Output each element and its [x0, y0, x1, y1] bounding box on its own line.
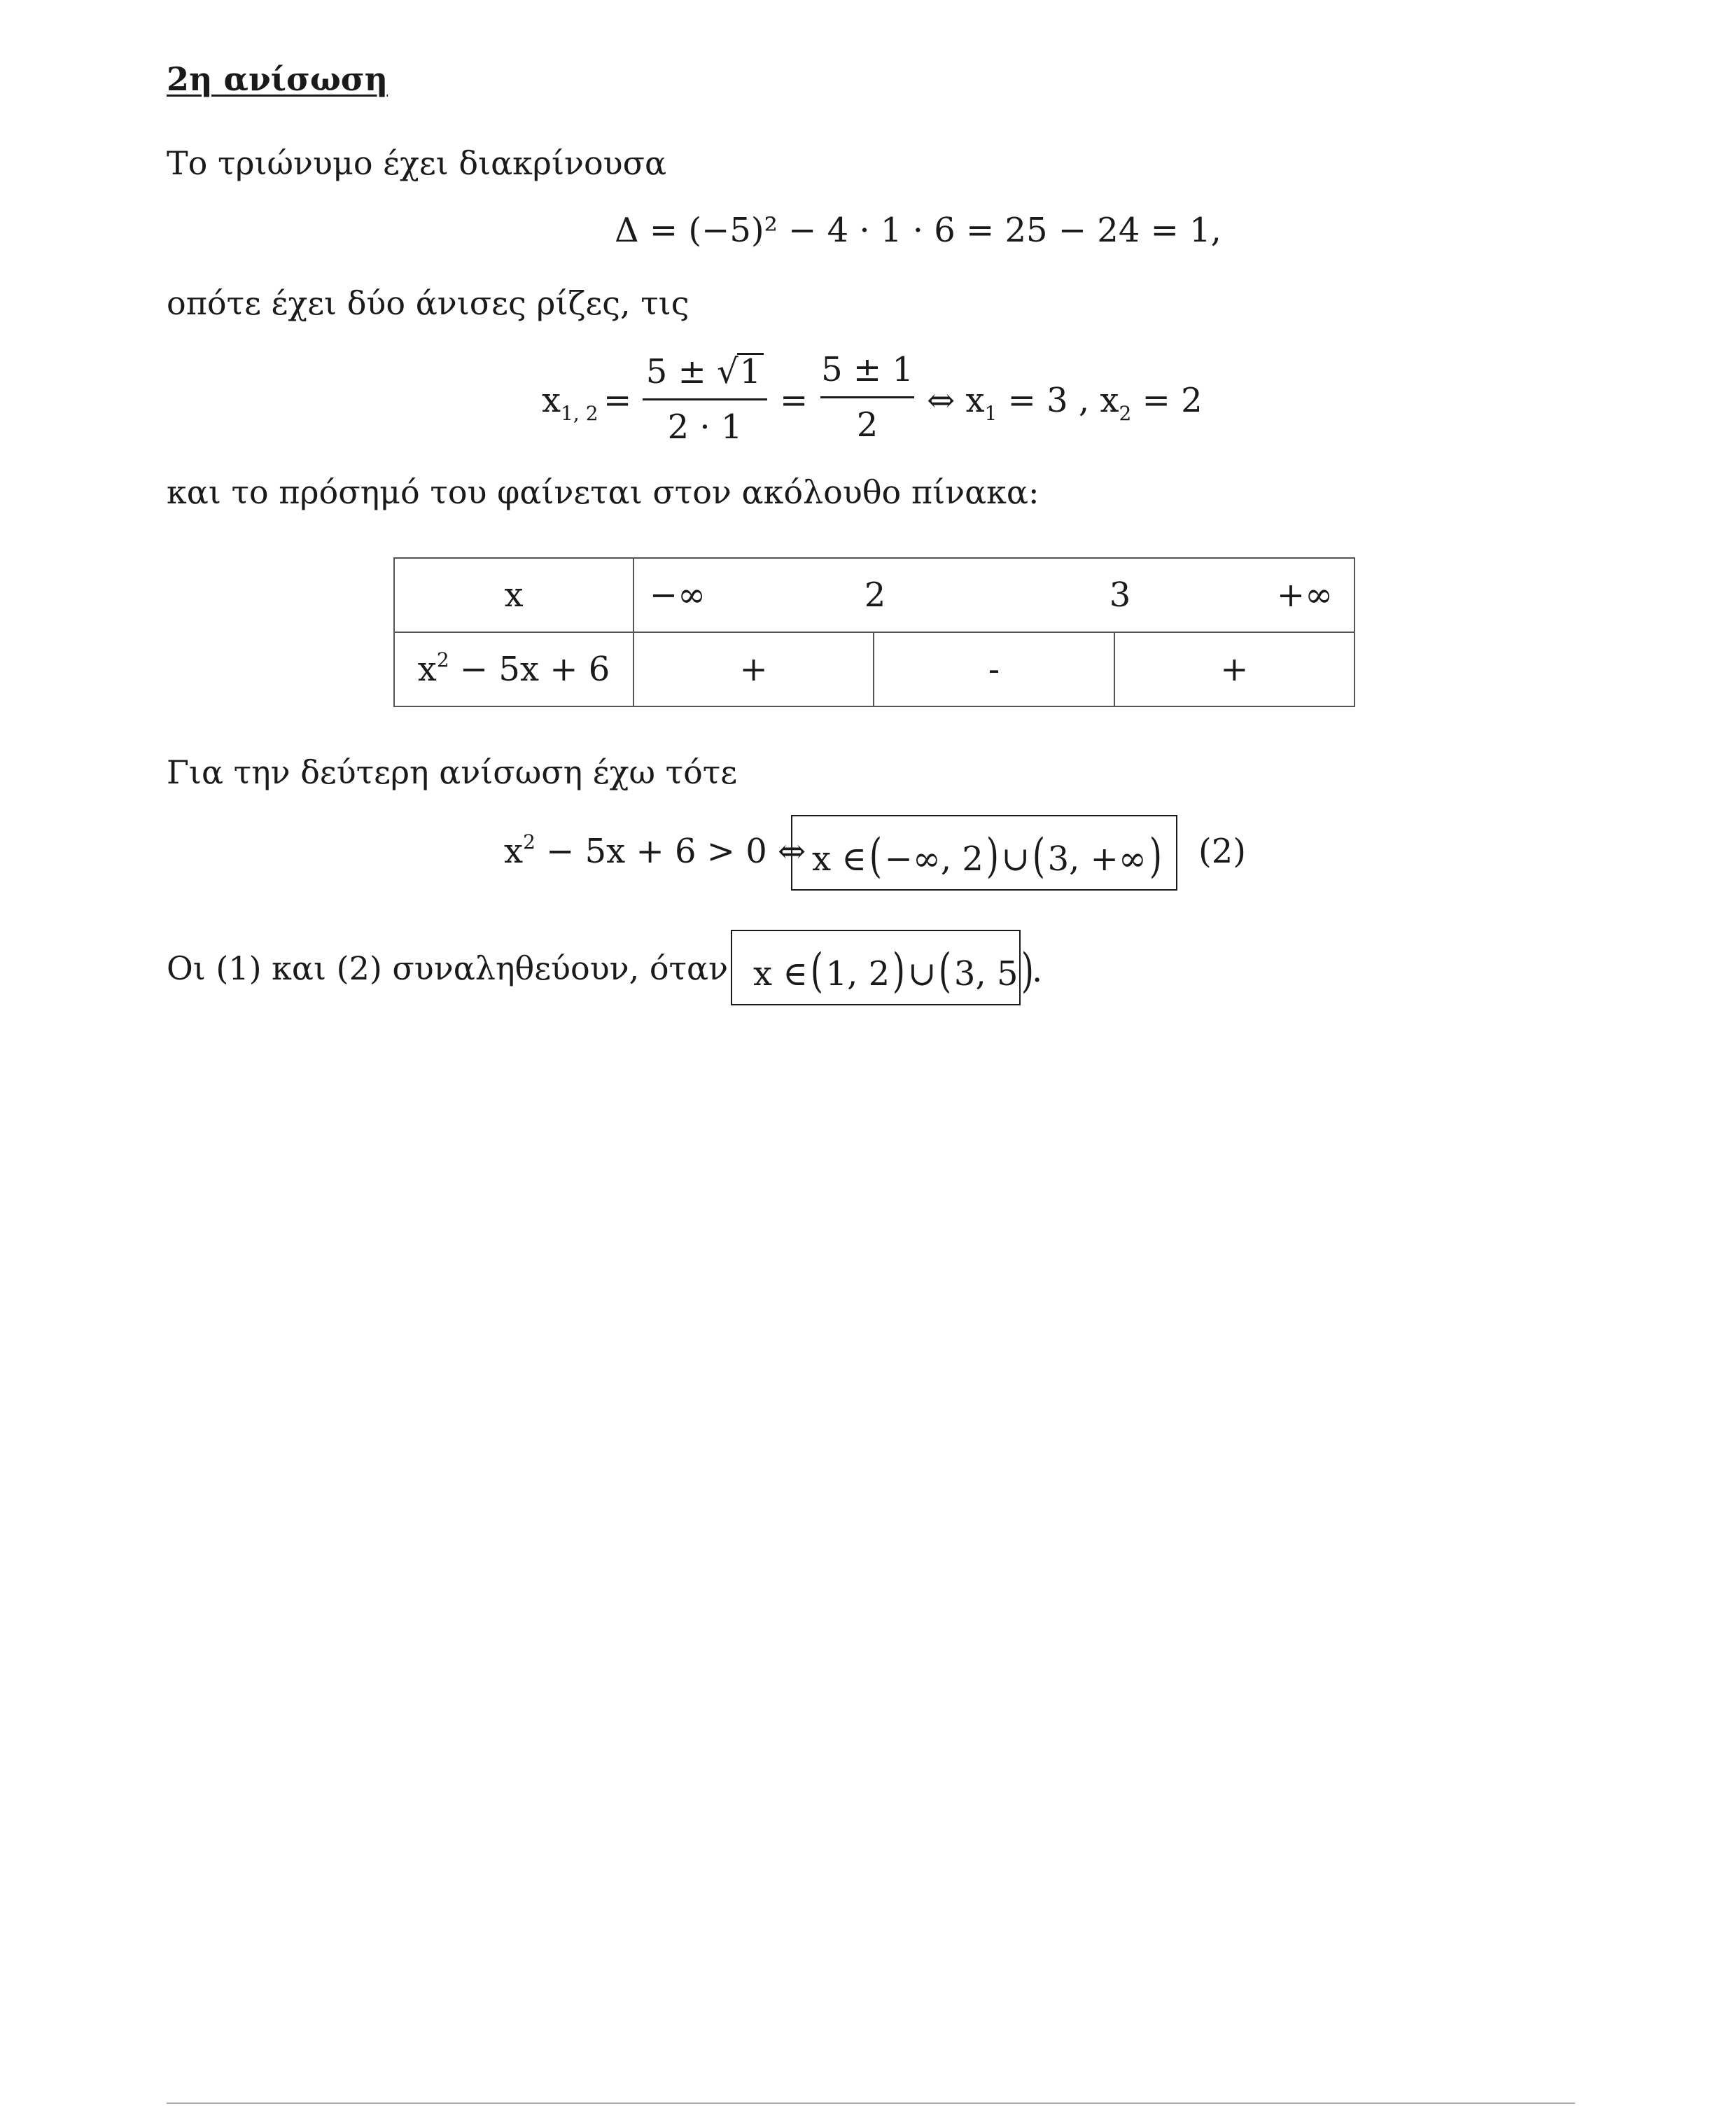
- sign-cell-2: -: [874, 632, 1114, 706]
- roots-equals-1: =: [603, 381, 632, 420]
- fraction-1-num-prefix: 5 ±: [645, 352, 706, 391]
- final-union: ∪: [907, 954, 937, 993]
- section-heading: 2η ανίσωση: [167, 60, 388, 98]
- ineq2-union: ∪: [1001, 839, 1030, 879]
- final-interval-1: 1, 2: [825, 954, 890, 993]
- fraction-1-denominator: 2 · 1: [667, 407, 743, 447]
- ineq2-open-paren-1: (: [869, 829, 882, 883]
- ineq2-solution: [812, 829, 1165, 883]
- ineq2-open-paren-2: (: [1032, 829, 1045, 883]
- roots-equals-2: =: [780, 381, 808, 420]
- inequality-2-label: (2): [1198, 832, 1246, 871]
- sign-table: [393, 557, 1355, 707]
- footer-divider: [167, 2102, 1575, 2104]
- final-open-paren-2: (: [939, 944, 952, 998]
- fraction-1-radicand: 1: [737, 353, 764, 389]
- inequality-2-lhs: [504, 830, 806, 871]
- final-open-paren-1: (: [810, 944, 823, 998]
- tick-three: 3: [1109, 576, 1131, 615]
- ineq2-close-paren-2: ): [1149, 829, 1162, 883]
- roots-result: [927, 381, 1203, 425]
- roots-result-prefix: ⇔ x: [927, 381, 985, 420]
- roots-lhs: [542, 381, 598, 425]
- sign-table-ticks-cell: [634, 558, 1354, 632]
- sign-cell-1: +: [634, 632, 874, 706]
- row-label-sup: 2: [436, 648, 449, 671]
- roots-fraction-1: [643, 352, 767, 447]
- sign-table-sign-row: [394, 632, 1354, 706]
- roots-fraction-2: [820, 350, 914, 445]
- roots-x2-subscript: 2: [1119, 402, 1132, 425]
- ineq2-lhs-sup: 2: [523, 830, 536, 853]
- sign-cell-3: +: [1114, 632, 1354, 706]
- ineq2-close-paren-1: ): [986, 829, 999, 883]
- inequality-2-solution-box: [791, 815, 1177, 891]
- row-label-base: x: [417, 650, 437, 689]
- fraction-2-numerator: 5 ± 1: [821, 350, 913, 389]
- roots-lhs-subscript: 1, 2: [561, 402, 598, 425]
- fraction-1-numerator: 5 ± √1: [643, 353, 767, 389]
- final-close-paren-2: ): [1021, 944, 1034, 998]
- final-interval-2: 3, 5: [953, 954, 1018, 993]
- sign-table-row-label: [394, 632, 634, 706]
- ineq2-lhs-rest: − 5x + 6 > 0 ⇔: [535, 832, 806, 871]
- roots-result-end: = 2: [1142, 381, 1203, 420]
- ineq2-interval-2: 3, +∞: [1047, 839, 1147, 879]
- roots-lhs-var: x: [542, 381, 561, 420]
- tick-pos-infinity: +∞: [1276, 576, 1334, 615]
- fraction-1-bar: [643, 398, 767, 400]
- ineq2-interval-1: −∞, 2: [884, 839, 983, 879]
- fraction-2-denominator: 2: [856, 405, 878, 445]
- sign-table-var-label: x: [394, 558, 634, 632]
- ineq2-lhs-base: x: [504, 832, 524, 871]
- final-period: .: [1032, 951, 1043, 990]
- tick-two: 2: [864, 576, 886, 615]
- sign-table-header-row: [394, 558, 1354, 632]
- paragraph-second-inequality: Για την δεύτερη ανίσωση έχω τότε: [167, 753, 738, 791]
- discriminant-equation: Δ = (−5)² − 4 · 1 · 6 = 25 − 24 = 1,: [615, 211, 1222, 250]
- paragraph-discriminant-intro: Το τριώνυμο έχει διακρίνουσα: [167, 144, 667, 182]
- final-box-prefix: x ∈: [753, 954, 808, 993]
- paragraph-roots-intro: οπότε έχει δύο άνισες ρίζες, τις: [167, 284, 690, 322]
- paragraph-table-intro: και το πρόσημό του φαίνεται στον ακόλουθο πίνακα:: [167, 473, 1040, 511]
- roots-x1-subscript: 1: [984, 402, 997, 425]
- ineq2-box-prefix: x ∈: [812, 839, 867, 879]
- final-solution: [753, 944, 1036, 998]
- row-label-rest: − 5x + 6: [449, 650, 610, 689]
- final-close-paren-1: ): [892, 944, 906, 998]
- final-solution-box: [731, 930, 1034, 1005]
- fraction-2-bar: [820, 396, 914, 398]
- paragraph-conclusion: Οι (1) και (2) συναληθεύουν, όταν: [167, 949, 729, 987]
- tick-neg-infinity: −∞: [649, 576, 706, 615]
- roots-result-mid: = 3 , x: [1007, 381, 1119, 420]
